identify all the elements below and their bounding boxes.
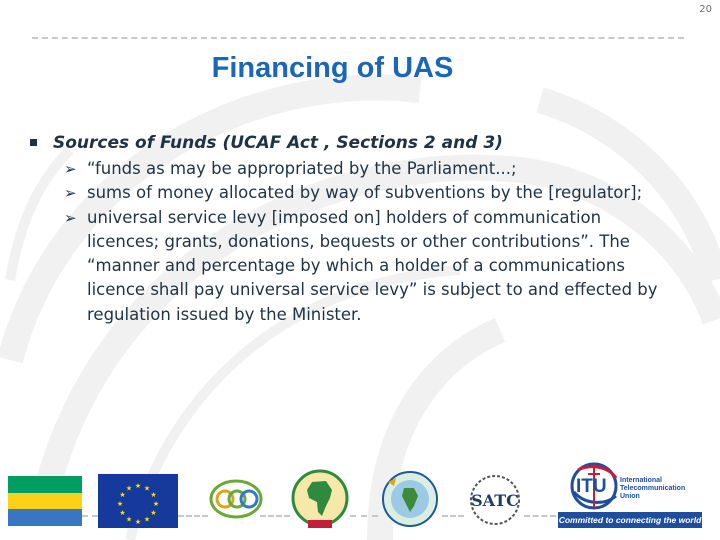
itu-tagline: Committed to connecting the world <box>558 512 702 528</box>
itu-acronym: ITU <box>576 476 607 497</box>
satc-logo <box>465 473 525 527</box>
main-bullet-text: Sources of Funds (UCAF Act , Sections 2 and 3) <box>53 133 503 153</box>
logo-divider <box>442 515 464 517</box>
slide-title: Financing of UAS <box>211 52 454 84</box>
itu-logo <box>556 460 716 532</box>
slide-content <box>30 133 670 327</box>
african-union-logo <box>290 468 350 530</box>
sub-bullet-list <box>30 157 670 327</box>
logo-divider <box>260 515 290 517</box>
svg-text:★: ★ <box>125 484 133 493</box>
itu-name-line: International <box>620 477 663 484</box>
arrow-bullet-icon: ➢ <box>64 208 77 227</box>
logo-divider <box>178 515 208 517</box>
square-bullet-icon <box>30 139 37 146</box>
logo-divider <box>82 515 98 517</box>
logo-divider <box>524 515 556 517</box>
sub-bullet-text: sums of money allocated by way of subventions by the [regulator]; <box>87 183 643 203</box>
sub-bullet-text: universal service levy [imposed on] holders of communication licences; grants, donations, bequests or other contributions”. The “manner and percentage by which a holder of a communications licence shall pay universal service levy” is subject to and effected by regulation issued by the Minister. <box>87 207 658 324</box>
sub-bullet <box>64 206 662 327</box>
sub-bullet <box>64 181 662 205</box>
svg-text:★: ★ <box>116 500 124 508</box>
svg-text:★: ★ <box>143 515 151 524</box>
svg-text:★: ★ <box>150 509 157 517</box>
svg-text:★: ★ <box>134 482 142 490</box>
eu-flag-logo <box>98 474 178 528</box>
svg-text:★: ★ <box>150 491 157 499</box>
itu-name-line: Union <box>620 493 640 500</box>
logo-divider <box>350 515 378 517</box>
svg-text:SATC: SATC <box>471 491 519 510</box>
gabon-flag-logo <box>8 476 82 526</box>
svg-text:★: ★ <box>134 518 142 526</box>
itu-name-line: Telecommunication <box>620 485 686 492</box>
slide-number: 20 <box>699 4 712 15</box>
arrow-bullet-icon: ➢ <box>64 184 77 203</box>
main-bullet <box>30 133 670 153</box>
atu-logo <box>380 470 440 528</box>
arrow-bullet-icon: ➢ <box>64 160 77 178</box>
svg-text:★: ★ <box>119 509 126 517</box>
top-divider <box>32 37 684 39</box>
svg-text:★: ★ <box>125 515 133 524</box>
logo-strip <box>0 455 720 540</box>
svg-text:★: ★ <box>143 484 151 493</box>
svg-text:★: ★ <box>119 491 126 499</box>
acp-logo <box>208 475 264 523</box>
sub-bullet <box>64 157 662 181</box>
sub-bullet-text: “funds as may be appropriated by the Parliament...; <box>87 159 517 178</box>
eu-stars-icon <box>98 474 178 528</box>
svg-text:★: ★ <box>152 500 160 508</box>
